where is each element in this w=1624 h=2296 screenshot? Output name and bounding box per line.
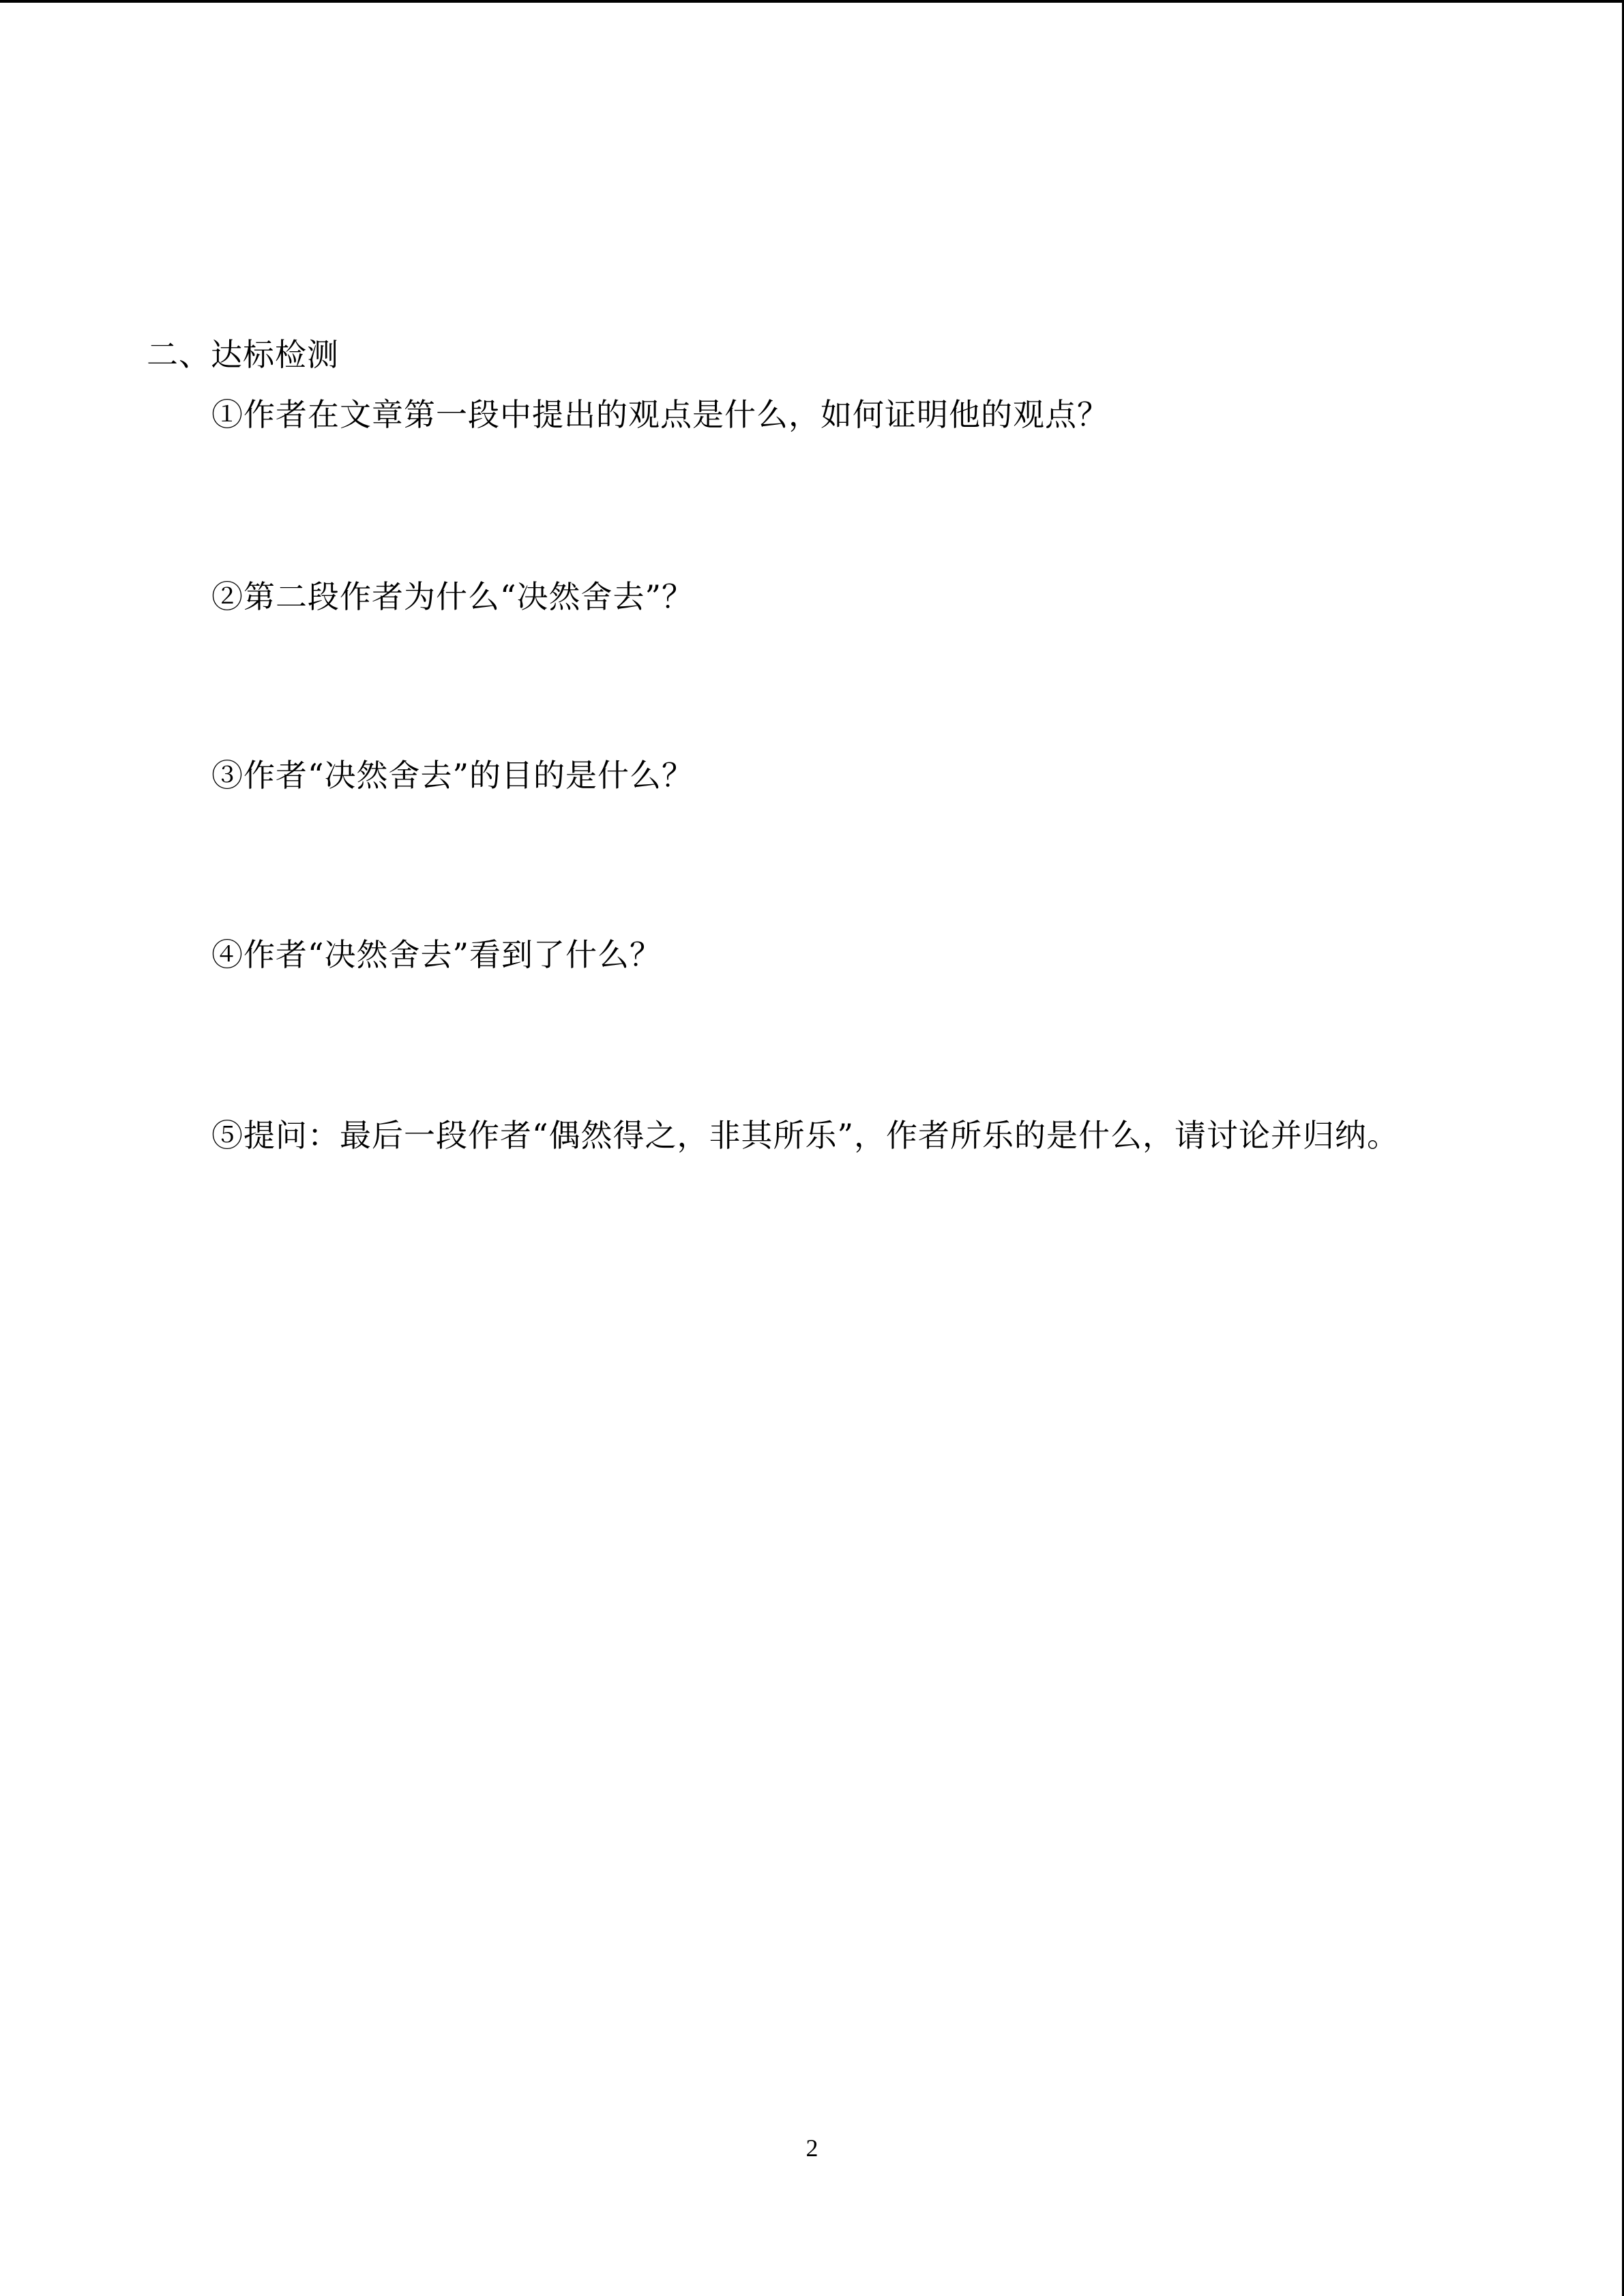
question-2: ②第二段作者为什么“决然舍去”？ <box>211 578 694 615</box>
question-4: ④作者“决然舍去”看到了什么？ <box>211 936 662 973</box>
section-heading: 二、达标检测 <box>147 336 339 373</box>
page-number: 2 <box>806 2134 818 2162</box>
question-1: ①作者在文章第一段中提出的观点是什么，如何证明他的观点？ <box>211 396 1109 433</box>
page-top-border <box>0 0 1624 3</box>
question-3: ③作者“决然舍去”的目的是什么？ <box>211 757 694 794</box>
question-5: ⑤提问：最后一段作者“偶然得之，非其所乐”，作者所乐的是什么，请讨论并归纳。 <box>211 1117 1400 1154</box>
